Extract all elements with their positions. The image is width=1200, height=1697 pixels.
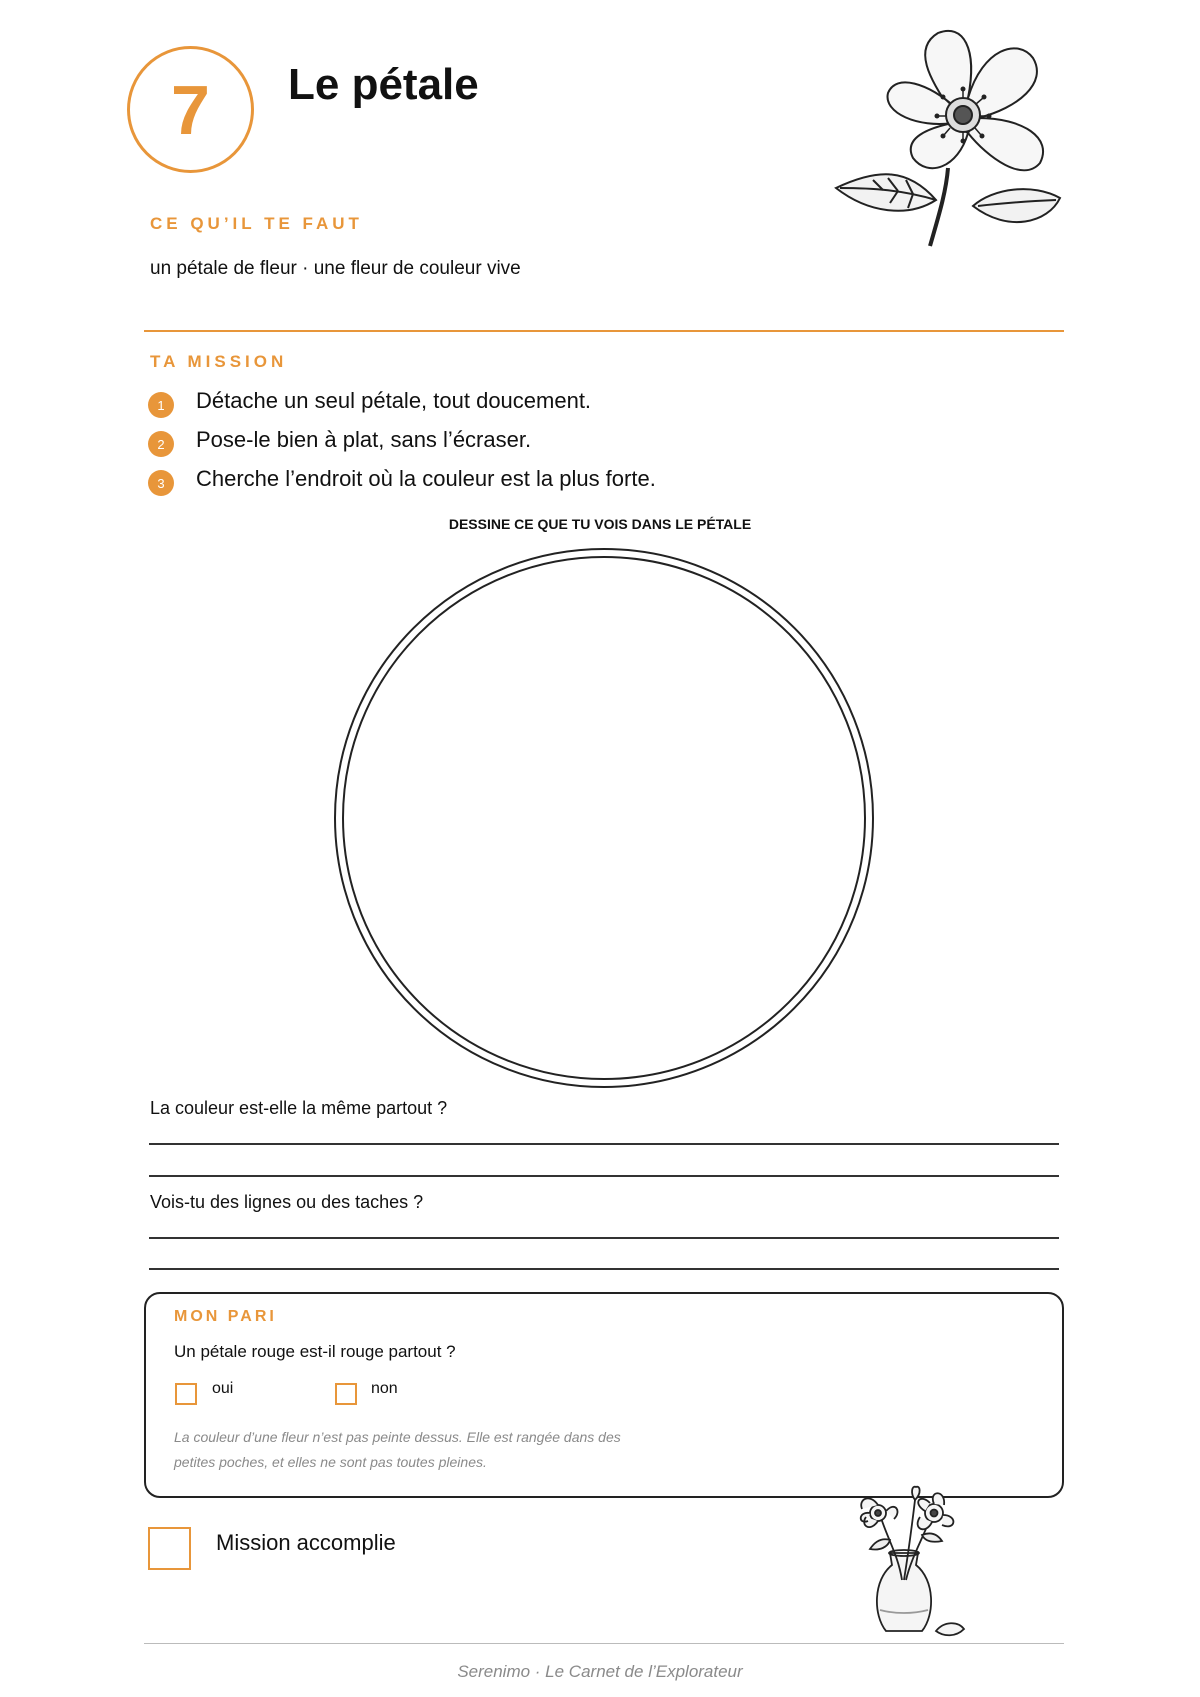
checkbox-oui[interactable] — [175, 1383, 197, 1405]
hypothesis-note-line2: petites poches, et elles ne sont pas toutes pleines. — [174, 1454, 487, 1470]
materials-text: un pétale de fleur · une fleur de couleur vive — [150, 258, 521, 279]
answer-line[interactable] — [149, 1143, 1059, 1145]
step-number: 3 — [148, 470, 174, 496]
materials-label: CE QU’IL TE FAUT — [150, 214, 363, 233]
activity-number-badge — [127, 46, 254, 173]
answer-line[interactable] — [149, 1237, 1059, 1239]
page-title: Le pétale — [288, 60, 479, 109]
option-non-label: non — [371, 1380, 398, 1397]
footer-text: Serenimo · Le Carnet de l’Explorateur — [457, 1662, 743, 1681]
step-text: Cherche l’endroit où la couleur est la plus forte. — [196, 466, 656, 491]
step-text: Détache un seul pétale, tout doucement. — [196, 388, 592, 413]
question-text: La couleur est-elle la même partout ? — [150, 1098, 448, 1118]
mission-step — [148, 423, 531, 457]
flowers-in-vase-icon — [840, 1485, 980, 1640]
section-divider — [144, 330, 1064, 332]
activity-number: 7 — [171, 70, 210, 149]
wild-rose-flower-icon — [818, 18, 1080, 248]
step-text: Pose-le bien à plat, sans l’écraser. — [196, 427, 532, 452]
option-oui-label: oui — [212, 1380, 234, 1397]
footer-divider — [144, 1643, 1064, 1644]
drawing-circle-inner-ring — [342, 556, 866, 1080]
mission-step — [148, 384, 591, 418]
question-text: Vois-tu des lignes ou des taches ? — [150, 1192, 424, 1212]
mission-label: TA MISSION — [150, 352, 288, 371]
hypothesis-label: MON PARI — [174, 1308, 277, 1325]
mission-step — [148, 462, 656, 496]
answer-line[interactable] — [149, 1175, 1059, 1177]
step-number: 2 — [148, 431, 174, 457]
drawing-label: DESSINE CE QUE TU VOIS DANS LE PÉTALE — [448, 516, 752, 532]
checkbox-non[interactable] — [335, 1383, 357, 1405]
hypothesis-note-line1: La couleur d’une fleur n’est pas peinte dessus. Elle est rangée dans des — [174, 1429, 621, 1445]
hypothesis-question: Un pétale rouge est-il rouge partout ? — [174, 1342, 456, 1361]
answer-line[interactable] — [149, 1268, 1059, 1270]
step-number: 1 — [148, 392, 174, 418]
mission-complete-label: Mission accomplie — [216, 1530, 396, 1555]
mission-complete-checkbox[interactable] — [148, 1527, 191, 1570]
